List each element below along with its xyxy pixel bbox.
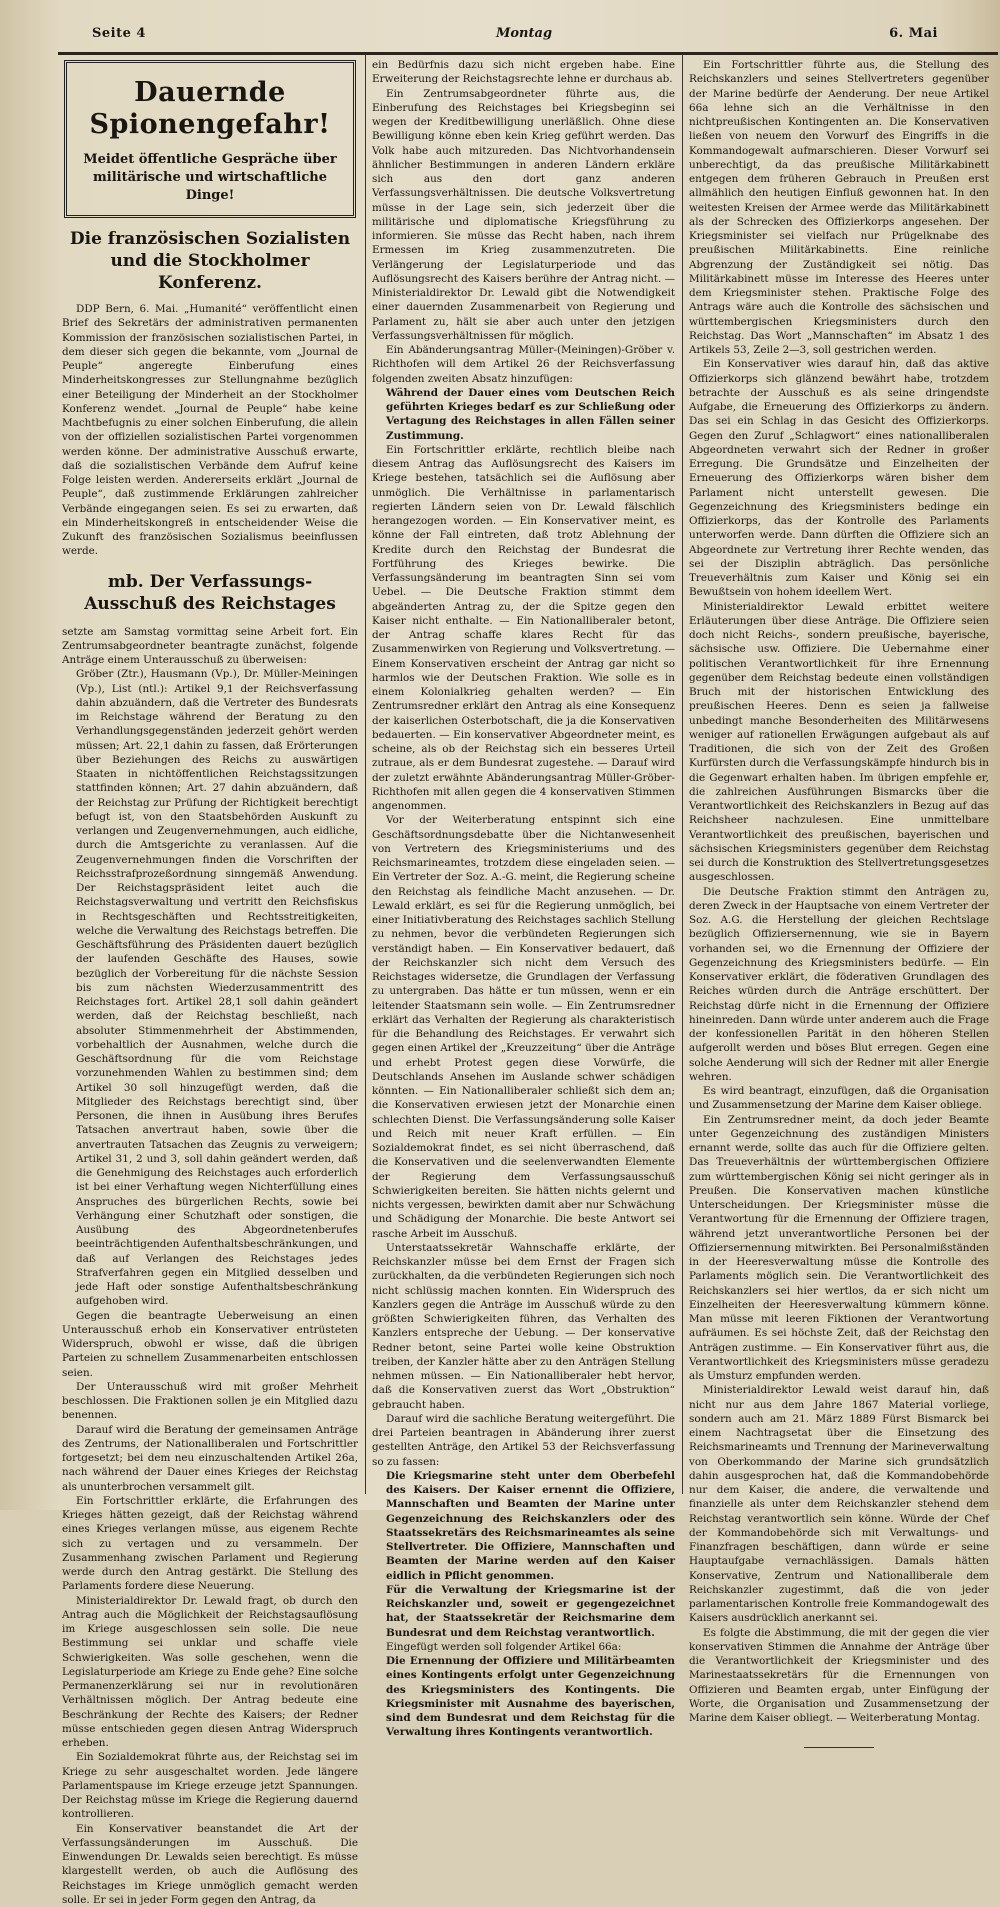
article-paragraph: Darauf wird die Beratung der gemeinsamen Anträge des Zentrums, der Nationalliberalen und Fortschrittler fortgesetzt; bei dem neu einzuschaltenden Artikel 26a, nach während der Dauer eines Krieges der Reichstag als ununterbrochen versammelt gilt. — [62, 1423, 358, 1494]
article-paragraph: Es folgte die Abstimmung, die mit der gegen die vier konservativen Stimmen die Annahme der Anträge über die Verantwortlichkeit der Kriegsminister und des Marinestaatssekretärs für die Ernennungen von Offizieren und Beamten ergab, unter Einfügung der Worte, die Organisation und Zusammensetzung der Marine dem Kaiser obliegt. — Weiterberatung Montag. — [689, 1626, 989, 1726]
page-number: Seite 4 — [92, 26, 146, 41]
article-paragraph: Eingefügt werden soll folgender Artikel 66a: — [372, 1640, 675, 1654]
article-paragraph: Ministerialdirektor Lewald weist darauf hin, daß nicht nur aus dem Jahre 1867 Material vorliege, sondern auch am 21. März 1889 Fürst Bismarck bei einem Nachtragsetat über die Einsetzung des Reichsmarineamts und Trennung der Marineverwaltung von Oberkommando der Marine sich grundsätzlich dahin ausgesprochen hat, daß die Kommandobehörde nur dem Kaiser, die andere, die verwaltende und finanzielle als unter dem Reichskanzler stehend dem Reichstag verantwortlich sein könne. Würde der Chef der Kommandobehörde sich mit Verwaltungs- und Finanzfragen beschäftigen, dann würde er seine Hauptaufgabe vernachlässigen. Damals hätten Konservative, Zentrum und Nationalliberale dem Reichskanzler zugestimmt, daß die von jeder parlamentarischen Kontrolle freie Kommandogewalt des Kaisers ausdrücklich anerkannt sei. — [689, 1383, 989, 1625]
column-2 — [372, 58, 675, 1498]
article-paragraph: Ein Fortschrittler erklärte, rechtlich bleibe nach diesem Antrag das Auflösungsrecht des Kaisers im Kriege bestehen, tatsächlich sei die Auflösung aber unmöglich. Die Verhältnisse in parlamentarisch regierten Ländern seien von Dr. Lewald fälschlich herangezogen worden. — Ein Konservativer meint, es könne der Fall eintreten, daß trotz Ablehnung der Kredite durch den Reichstag der Bundesrat die Fortführung des Krieges bewirke. Die Verfassungsänderung im beantragten Sinn sei vom Uebel. — Die Deutsche Fraktion stimmt dem abgeänderten Antrag zu, der die Spitze gegen den Kaiser nicht enthalte. — Ein Nationalliberaler betont, der Antrag schaffe klares Recht für das Zusammenwirken von Regierung und Volksvertretung. — Einem Konservativen erscheint der Antrag gar nicht so harmlos wie der Deutschen Fraktion. Wie solle es in einem Kolonialkrieg gehalten werden? — Ein Zentrumsredner erklärt den Antrag als eine Konsequenz der kaiserlichen Osterbotschaft, die ja die Konservativen bedauerten. — Ein konservativer Abgeordneter meint, es scheine, als ob der Reichstag sich ein besseres Urteil zutraue, als er dem Bundesrat zugestehe. — Darauf wird der zuletzt erwähnte Abänderungsantrag Müller-Gröber-Richthofen mit allen gegen die 4 konservativen Stimmen angenommen. — [372, 443, 675, 814]
amendment-text: Während der Dauer eines vom Deutschen Reich geführten Krieges bedarf es zur Schließung oder Vertagung des Reichstages in allen Fällen seiner Zustimmung. — [372, 386, 675, 443]
warning-box — [64, 60, 356, 218]
column-3 — [689, 58, 989, 1498]
column-divider-2 — [682, 54, 683, 1494]
article-paragraph: Darauf wird die sachliche Beratung weitergeführt. Die drei Parteien beantragen in Abänderung ihrer zuerst gestellten Anträge, den Artikel 53 der Reichsverfassung so zu fassen: — [372, 1412, 675, 1469]
column-1 — [62, 58, 358, 1498]
header-rule — [58, 52, 998, 55]
article-paragraph: setzte am Samstag vormittag seine Arbeit fort. Ein Zentrumsabgeordneter beantragte zunächst, folgende Anträge einem Unterausschuß zu überweisen: — [62, 625, 358, 668]
amendment-text: Die Kriegsmarine steht unter dem Oberbefehl des Kaisers. Der Kaiser ernennt die Offiziere, Mannschaften und Beamten der Marine unter Gegenzeichnung des Reichskanzlers oder des Staatssekretärs des Reichsmarineamtes als seine Stellvertreter. Die Offiziere, Mannschaften und Beamten der Marine werden auf den Kaiser eidlich in Pflicht genommen. — [372, 1469, 675, 1583]
article-paragraph: Ein Konservativer beanstandet die Art der Verfassungsänderungen im Ausschuß. Die Einwendungen Dr. Lewalds seien berechtigt. Es müsse klargestellt werden, ob auch die Auflösung des Reichstages im Kriege unmöglich gemacht werden solle. Er sei in jeder Form gegen den Antrag, da — [62, 1822, 358, 1907]
article-paragraph: Es wird beantragt, einzufügen, daß die Organisation und Zusammensetzung der Marine dem Kaiser obliege. — [689, 1084, 989, 1113]
article-paragraph: Gegen die beantragte Ueberweisung an einen Unterausschuß erhob ein Konservativer entrüsteten Widerspruch, obwohl er wisse, daß die übrigen Parteien zu schnellem Zusammenarbeiten entschlossen seien. — [62, 1309, 358, 1380]
article-paragraph: Ein Konservativer wies darauf hin, daß das aktive Offizierkorps sich glänzend bewährt habe, trotzdem betrachte der Ausschuß es als seine dringendste Aufgabe, die Erneuerung des Offizierkorps zu ändern. Das sei ein Schlag in das Gesicht des Offizierkorps. Gegen den Zuruf „Schlagwort“ eines nationalliberalen Abgeordneten verwahrt sich der Redner in großer Erregung. Die Grundsätze und Einzelheiten der Erneuerung des Offizierkorps wären bisher dem Parlament nicht unterstellt gewesen. Die Gegenzeichnung des Kriegsministers bedinge ein Offizierkorps, das der Kontrolle des Parlaments unterworfen werde. Dann dürften die Offiziere sich an Abgeordnete zur Vertretung ihrer Rechte wenden, das sei der Disziplin abträglich. Das persönliche Treueverhältnis zum Kaiser und König sei ein Bewußtsein von hohem ideellem Wert. — [689, 357, 989, 599]
article-paragraph: Der Unterausschuß wird mit großer Mehrheit beschlossen. Die Fraktionen sollen je ein Mitglied dazu benennen. — [62, 1380, 358, 1423]
article-paragraph: Vor der Weiterberatung entspinnt sich eine Geschäftsordnungsdebatte über die Nichtanwesenheit von Vertretern des Kriegsministeriums und des Reichsmarineamtes, trotzdem diese eingeladen seien. — Ein Vertreter der Soz. A.-G. meint, die Regierung scheine den Reichstag als feindliche Macht anzusehen. — Dr. Lewald erklärt, es sei für die Regierung unmöglich, bei einer Initiativberatung des Reichstages sachlich Stellung zu nehmen, bevor die verbündeten Regierungen sich verständigt haben. — Ein Konservativer bedauert, daß der Reichskanzler sich nicht dem Versuch des Reichstages widersetze, die Grundlagen der Verfassung zu untergraben. Das hätte er tun müssen, wenn er ein leitender Staatsmann sein wolle. — Ein Zentrumsredner erklärt das Verhalten der Regierung als charakteristisch für die Behandlung des Reichstages. Er verwahrt sich gegen einen Artikel der „Kreuzzeitung“ über die Anträge und erhebt Protest gegen diese Vorwürfe, die Deutschlands Ansehen im Auslande schwer schädigen könnten. — Ein Nationalliberaler schließt sich dem an; die Konservativen erwiesen jetzt der Monarchie einen schlechten Dienst. Die Verfassungsänderung solle Kaiser und Reich mit neuer Kraft erfüllen. — Ein Sozialdemokrat findet, es sei nicht überraschend, daß die Konservativen und die seelenverwandten Elemente der Regierung dem Verfassungsausschuß Schwierigkeiten bereiten. Sie hätten nichts gelernt und nichts vergessen, bewirkten damit aber nur Schwächung und Schädigung der Monarchie. Die beste Antwort sei rasche Arbeit im Ausschuß. — [372, 813, 675, 1241]
amendment-text: Die Ernennung der Offiziere und Militärbeamten eines Kontingents erfolgt unter Gegenzeichnung des Kriegsministers des Kontingents. Die Kriegsminister mit Ausnahme des bayerischen, sind dem Bundesrat und dem Reichstag für die Verwaltung ihres Kontingents verantwortlich. — [372, 1654, 675, 1740]
article-paragraph: Ministerialdirektor Lewald erbittet weitere Erläuterungen über diese Anträge. Die Offiziere seien doch nicht Reichs-, sondern preußische, bayerische, sächsische usw. Offiziere. Die Uebernahme einer politischen Verantwortlichkeit für ihre Ernennung gegenüber dem Reichstag bedeute einen vollständigen Bruch mit der historischen Entwicklung des preußischen Heeres. Denn es seien ja fallweise unbedingt manche Besonderheiten des Militärwesens weniger auf rationellen Erwägungen aufgebaut als auf Traditionen, die sich von der Zeit des Großen Kurfürsten durch die Verfassungskämpfe hindurch bis in die Gegenwart erhalten haben. Im übrigen empfehle er, die zahlreichen Ausführungen Bismarcks über die Verantwortlichkeit des Reichskanzlers in Bezug auf das Reichsheer nachzulesen. Eine unmittelbare Verantwortlichkeit des preußischen, bayerischen und sächsischen Kriegsministers gegenüber dem Reichstag sei durch die Konstruktion des Stellvertretungsgesetzes ausgeschlossen. — [689, 600, 989, 885]
article-paragraph: Ein Fortschrittler erklärte, die Erfahrungen des Krieges hätten gezeigt, daß der Reichstag während eines Krieges verlangen müsse, aus eigenem Rechte sich zu vertagen und zu versammeln. Der Zusammenhang zwischen Parlament und Regierung werde durch den Antrag gestärkt. Die Stellung des Parlaments fordere diese Neuerung. — [62, 1494, 358, 1594]
warning-title: Dauernde Spionengefahr! — [73, 77, 347, 141]
article-paragraph: ein Bedürfnis dazu sich nicht ergeben habe. Eine Erweiterung der Reichstagsrechte lehne er durchaus ab. — [372, 58, 675, 87]
article-paragraph: DDP Bern, 6. Mai. „Humanité“ veröffentlicht einen Brief des Sekretärs der administrativen permanenten Kommission der französischen sozialistischen Partei, in dem dieser sich gegen die bekannte, vom „Journal de Peuple“ angeregte Einberufung eines Minderheitskongresses zur Stellungnahme bezüglich einer Beteiligung der Minderheit an der Stockholmer Konferenz wendet. „Journal de Peuple“ habe keine Machtbefugnis zu einer solchen Einberufung, die allein von der offiziellen sozialistischen Partei vorgenommen werden könne. Der administrative Ausschuß erwarte, daß die sozialistischen Verbände dem Aufruf keine Folge leisten werden. Andererseits erklärt „Journal de Peuple“, daß zustimmende Erklärungen zahlreicher Verbände eingegangen seien. Es sei zu erwarten, daß ein Minderheitskongreß in entscheidender Weise die Zukunft des französischen Sozialismus beeinflussen werde. — [62, 302, 358, 559]
article-paragraph: Ministerialdirektor Dr. Lewald fragt, ob durch den Antrag auch die Möglichkeit der Reichstagsauflösung im Kriege ausgeschlossen sein solle. Die neue Bestimmung sei unklar und schaffe viele Schwierigkeiten. Was solle geschehen, wenn die Legislaturperiode am Kriege zu Ende gehe? Eine solche Permanenzerklärung sei nur in revolutionären Verhältnissen möglich. Der Antrag bedeute eine Beschränkung der Rechte des Kaisers; der Redner müsse entschieden gegen diesen Antrag Widerspruch erheben. — [62, 1594, 358, 1751]
article-paragraph: Ein Zentrumsredner meint, da doch jeder Beamte unter Gegenzeichnung des zuständigen Ministers ernannt werde, sollte das auch für die Offiziere gelten. Das Treueverhältnis der württembergischen Offiziere zum württembergischen König sei nicht geringer als in Preußen. Die Konservativen machen künstliche Unterscheidungen. Der Kriegsminister müsse die Verantwortung für die Ernennung der Offiziere tragen, während jetzt unverantwortliche Personen bei der Offiziersernennung mitwirkten. Bei Personalmißständen in der Heeresverwaltung müsse die Kontrolle des Parlaments möglich sein. Die Verantwortlichkeit des Reichskanzlers sei hier wertlos, da er sich nicht um Einzelheiten der Heeresverwaltung kümmern könne. Man müsse mit leeren Fiktionen der Verantwortung aufräumen. Es sei höchste Zeit, daß der Reichstag den Anträgen zustimme. — Ein Konservativer führt aus, die Verantwortlichkeit des Kriegsministers müsse geradezu als Umsturz empfunden werden. — [689, 1113, 989, 1384]
article-paragraph: Ein Fortschrittler führte aus, die Stellung des Reichskanzlers und seines Stellvertreters gegenüber der Marine bedürfe der Aenderung. Der neue Artikel 66a lehne sich an die Verhältnisse in den nichtpreußischen Kontingenten an. Die Konservativen ließen von neuem den Vorwurf des Eingriffs in die Kommandogewalt aufmarschieren. Dieser Vorwurf sei unberechtigt, da das preußische Militärkabinett entgegen dem früheren Gebrauch in Preußen erst allmählich den heutigen Einfluß gewonnen hat. In den weitesten Kreisen der Armee werde das Militärkabinett als der Schrecken des Offizierkorps angesehen. Der Kriegsminister sei vielfach nur Prügelknabe des preußischen Militärkabinetts. Eine reinliche Abgrenzung der Zuständigkeit sei nötig. Das Militärkabinett müsse im Interesse des Heeres unter dem Kriegsminister stehen. Praktische Folge des Antrags wäre auch die Kontrolle des sächsischen und württembergischen Kriegsministers durch den Reichstag. Das Wort „Mannschaften“ im Absatz 1 des Artikels 53, Zeile 2—3, soll gestrichen werden. — [689, 58, 989, 357]
article-paragraph: Ein Zentrumsabgeordneter führte aus, die Einberufung des Reichstages bei Kriegsbeginn sei wegen der Kreditbewilligung unerläßlich. Ohne diese Bewilligung könne eben kein Krieg geführt werden. Das Volk habe auch mitzureden. Das Nichtvorhandensein ähnlicher Bestimmungen in anderen Ländern erkläre sich aus den dort ganz anderen Verfassungsverhältnissen. Die deutsche Volksvertretung müsse in der Lage sein, sich jederzeit über die militärische und diplomatische Kriegsführung zu informieren. Sie müsse das Recht haben, nach ihrem Ermessen im Krieg zusammenzutreten. Die Verlängerung der Legislaturperiode und das Auflösungsrecht des Kaisers berühre der Antrag nicht. — Ministerialdirektor Dr. Lewald gibt die Notwendigkeit einer dauernden Zusammenarbeit von Regierung und Parlament zu, hält sie aber auch unter den jetzigen Verfassungsverhältnissen für möglich. — [372, 87, 675, 344]
issue-date: 6. Mai — [889, 26, 938, 41]
page-header — [0, 26, 1000, 50]
article-paragraph: Die Deutsche Fraktion stimmt den Anträgen zu, deren Zweck in der Hauptsache von einem Vertreter der Soz. A.G. die Herstellung der gleichen Rechtslage bezüglich Offiziersernennung, wie sie in Bayern vorhanden sei, wo die Ernennung der Offiziere der Gegenzeichnung des Kriegsministers bedürfe. — Ein Konservativer erklärt, die föderativen Grundlagen des Reiches würden durch die Anträge erschüttert. Der Reichstag dürfe nicht in die Ernennung der Offiziere hineinreden. Dann würde unter anderem auch die Frage der konfessionellen Parität in den höheren Stellen aufgerollt werden und böses Blut erregen. Gegen eine solche Aenderung will sich der Redner mit aller Energie wehren. — [689, 885, 989, 1085]
article-paragraph: Unterstaatssekretär Wahnschaffe erklärte, der Reichskanzler müsse bei dem Ernst der Fragen sich zurückhalten, da die verbündeten Regierungen sich noch nicht schlüssig machen konnten. Ein Widerspruch des Kanzlers gegen die Anträge im Ausschuß würde zu den größten Schwierigkeiten führen, das Verhalten des Kanzlers entspreche der Uebung. — Der konservative Redner betont, seine Partei wolle keine Obstruktion treiben, der Kanzler hätte aber zu den Anträgen Stellung nehmen müssen. — Ein Nationalliberaler hebt hervor, daß die Konservativen zuerst das Wort „Obstruktion“ gebraucht haben. — [372, 1241, 675, 1412]
article-paragraph: Ein Sozialdemokrat führte aus, der Reichstag sei im Kriege zu sehr ausgeschaltet worden. Jede längere Parlamentspause im Kriege erzeuge jetzt Spannungen. Der Reichstag müsse im Kriege die Regierung dauernd kontrollieren. — [62, 1750, 358, 1821]
article-paragraph: Gröber (Ztr.), Hausmann (Vp.), Dr. Müller-Meiningen (Vp.), List (ntl.): Artikel 9,1 der Reichsverfassung dahin abzuändern, daß die Vertreter des Bundesrats im Reichstage während der Beratung zu den Verhandlungsgegenständen jederzeit gehört werden müssen; Art. 22,1 dahin zu fassen, daß Erörterungen über Beziehungen des Reichs zu auswärtigen Staaten in nichtöffentlichen Reichstagssitzungen stattfinden können; Art. 27 dahin abzuändern, daß der Reichstag zur Prüfung der Richtigkeit berechtigt befugt ist, von den Staatsbehörden Auskunft zu verlangen und Zeugenvernehmungen, auch eidliche, durch die Amtsgerichte zu veranlassen. Auf die Zeugenvernehmungen finden die Vorschriften der Reichsstrafprozeßordnung sinngemäß Anwendung. Der Reichstagspräsident leitet auch die Reichstagsverwaltung und vertritt den Reichsfiskus in Rechtsgeschäften und Rechtsstreitigkeiten, welche die Verwaltung des Reichstags betreffen. Die Geschäftsführung des Präsidenten dauert bezüglich der laufenden Geschäfte des Hauses, sowie bezüglich der Vorbereitung für die nächste Session bis zum nächsten Wiederzusammentritt des Reichstages fort. Artikel 28,1 soll dahin geändert werden, daß der Reichstag beschließt, nach absoluter Stimmenmehrheit der Abstimmenden, vorbehaltlich der Ausnahmen, welche durch die Geschäftsordnung für die vom Reichstage vorzunehmenden Wahlen zu bestimmen sind; dem Artikel 30 soll hinzugefügt werden, daß die Mitglieder des Reichstags berechtigt sind, über Personen, die ihnen in Ausübung ihres Berufes Tatsachen anvertraut haben, sowie über die anvertrauten Tatsachen das Zeugnis zu verweigern; Artikel 31, 2 und 3, soll dahin geändert werden, daß die Genehmigung des Reichstages auch erforderlich ist bei einer Verhaftung wegen Nichterfüllung eines Anspruches des bürgerlichen Rechts, sowie bei Verhängung einer Schutzhaft oder sonstigen, die Ausübung des Abgeordnetenberufes beeinträchtigenden Aufenthaltsbeschränkungen, und daß auf Verlangen des Reichstages jedes Strafverfahren gegen ein Mitglied desselben und jede Haft oder sonstige Aufenthaltsbeschränkung aufgehoben wird. — [62, 667, 358, 1308]
article-headline-committee: mb. Der Verfassungs-Ausschuß des Reichstages — [62, 571, 358, 615]
warning-subtitle: Meidet öffentliche Gespräche über militärische und wirtschaftliche Dinge! — [73, 151, 347, 205]
end-rule — [804, 1747, 874, 1748]
column-divider-1 — [365, 54, 366, 1494]
article-paragraph: Ein Abänderungsantrag Müller-(Meiningen)-Gröber v. Richthofen will dem Artikel 26 der Reichsverfassung folgenden zweiten Absatz hinzufügen: — [372, 343, 675, 386]
masthead-title: Montag — [496, 26, 552, 41]
amendment-text: Für die Verwaltung der Kriegsmarine ist der Reichskanzler und, soweit er gegengezeichnet hat, der Staatssekretär der Reichsmarine dem Bundesrat und dem Reichstag verantwortlich. — [372, 1583, 675, 1640]
article-headline-socialists: Die französischen Sozialisten und die Stockholmer Konferenz. — [62, 228, 358, 294]
